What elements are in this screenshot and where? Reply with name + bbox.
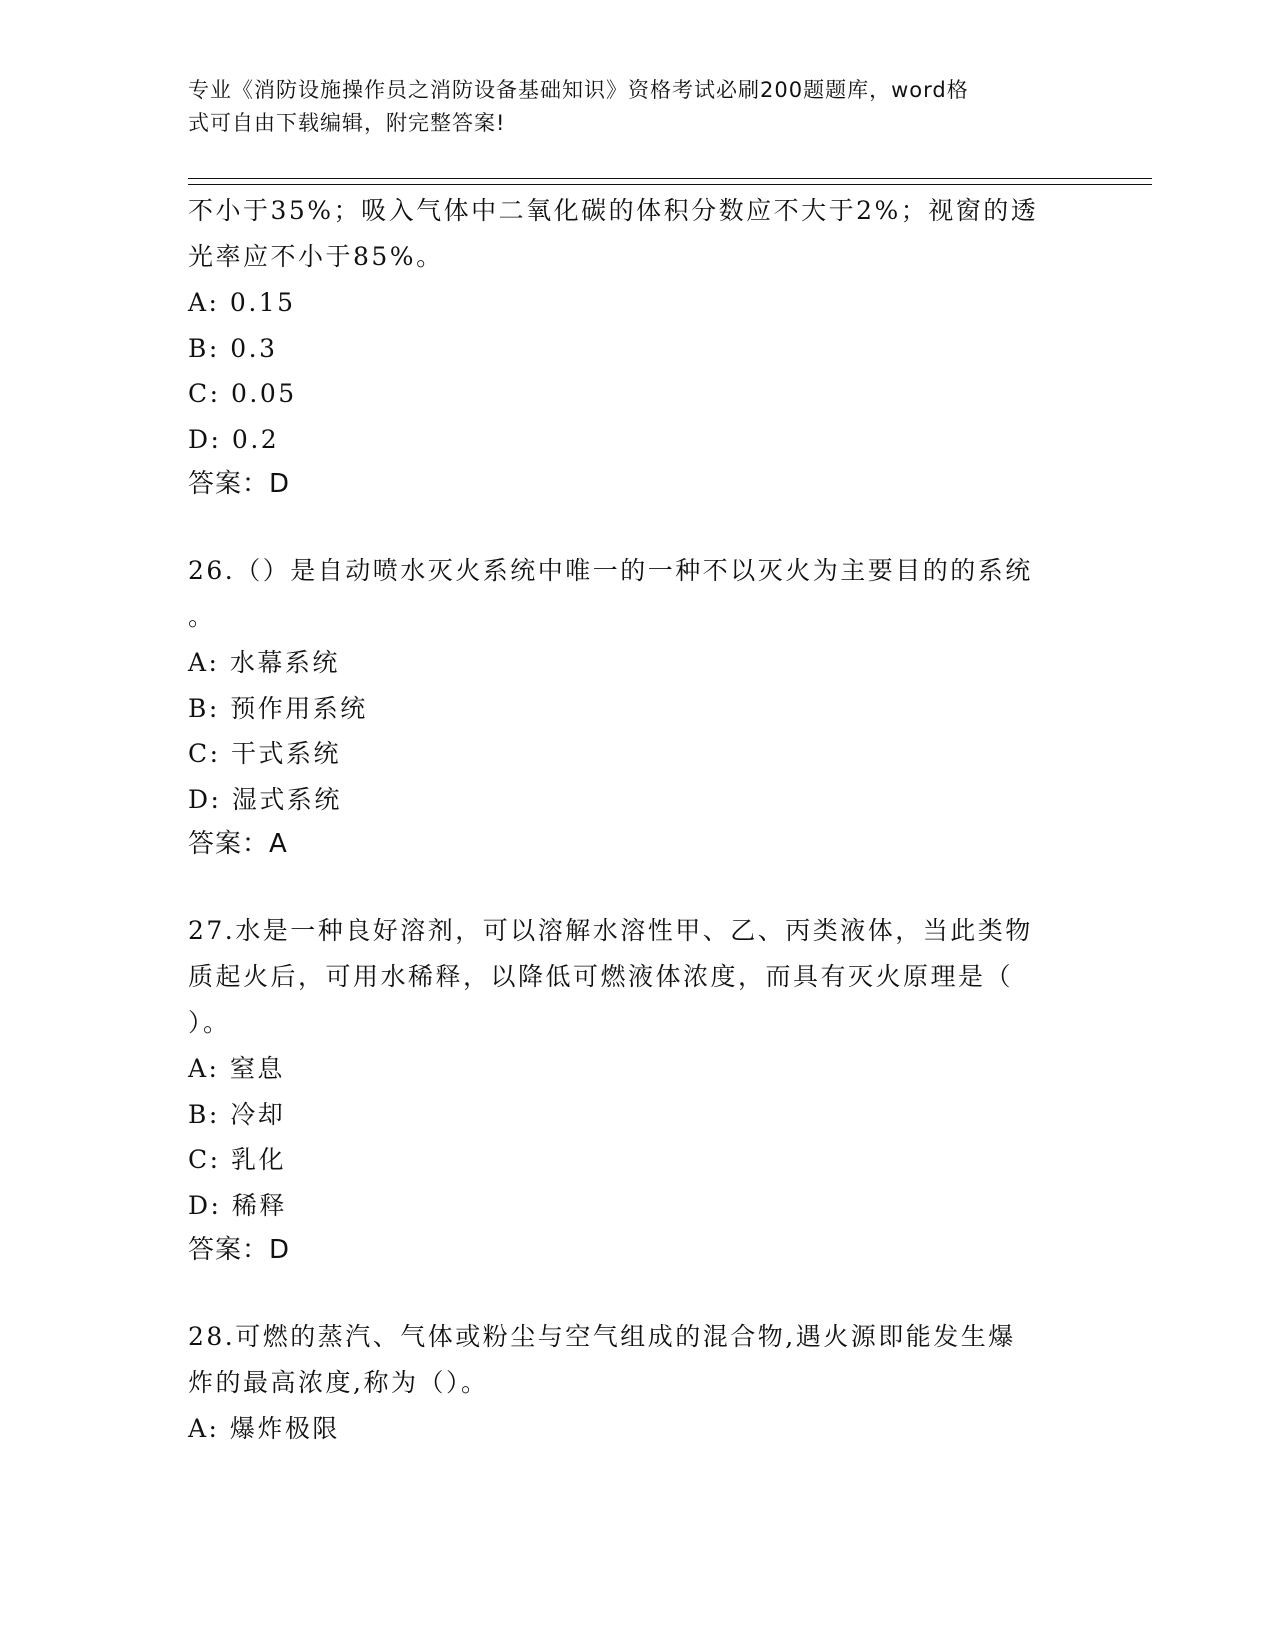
question-text-line: 炸的最高浓度,称为（）。	[188, 1368, 489, 1397]
document-header	[188, 74, 1068, 140]
option-b: B: 预作用系统	[188, 693, 368, 723]
option-a: A: 窒息	[188, 1054, 285, 1083]
option-d: D: 湿式系统	[188, 784, 342, 814]
question-28	[188, 1314, 1088, 1452]
question-26	[188, 548, 1088, 867]
question-list	[188, 188, 1088, 1452]
answer: 答案：D	[188, 469, 291, 499]
question-text-line: 。	[188, 602, 216, 631]
question-block-continued	[188, 188, 1088, 507]
header-rule-bottom	[188, 184, 1152, 185]
option-a: A: 水幕系统	[188, 648, 340, 677]
question-text-line: 28.可燃的蒸汽、气体或粉尘与空气组成的混合物,遇火源即能发生爆	[188, 1322, 1016, 1351]
option-c: C: 乳化	[188, 1145, 286, 1174]
option-b: B: 冷却	[188, 1099, 286, 1129]
question-text-line: ）。	[188, 1008, 231, 1037]
option-d: D: 0.2	[188, 424, 280, 454]
question-27	[188, 908, 1088, 1273]
option-b: B: 0.3	[188, 333, 278, 363]
option-c: C: 干式系统	[188, 739, 341, 768]
question-text-line: 不小于35%；吸入气体中二氧化碳的体积分数应不大于2%；视窗的透	[188, 196, 1039, 225]
question-text-line: 质起火后，可用水稀释，以降低可燃液体浓度，而具有灭火原理是（	[188, 962, 1014, 991]
option-c: C: 0.05	[188, 379, 297, 408]
option-a: A: 爆炸极限	[188, 1414, 340, 1443]
question-text-line: 光率应不小于85%。	[188, 242, 444, 271]
question-text-line: 27.水是一种良好溶剂，可以溶解水溶性甲、乙、丙类液体，当此类物	[188, 916, 1033, 945]
answer: 答案：A	[188, 829, 288, 859]
header-line-2: 式可自由下载编辑，附完整答案!	[188, 111, 506, 135]
header-rule-top	[188, 178, 1152, 179]
question-text-line: 26.（）是自动喷水灭火系统中唯一的一种不以灭火为主要目的的系统	[188, 556, 1033, 585]
option-a: A: 0.15	[188, 288, 296, 317]
header-line-1: 专业《消防设施操作员之消防设备基础知识》资格考试必刷200题题库，word格	[188, 78, 969, 102]
option-d: D: 稀释	[188, 1190, 287, 1220]
answer: 答案：D	[188, 1235, 291, 1265]
